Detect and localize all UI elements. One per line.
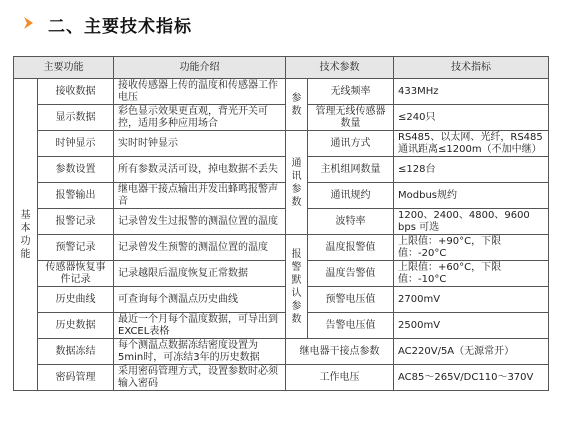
function-desc: 接收传感器上传的温度和传感器工作电压 bbox=[114, 79, 286, 105]
function-name: 报警输出 bbox=[38, 183, 114, 209]
spec-value: ≤240只 bbox=[394, 105, 549, 131]
spec-param: 温度告警值 bbox=[308, 261, 394, 287]
function-desc: 记录曾发生过报警的测温位置的温度 bbox=[114, 209, 286, 235]
function-desc: 记录曾发生预警的测温位置的温度 bbox=[114, 235, 286, 261]
spec-param: 主机组网数量 bbox=[308, 157, 394, 183]
function-name: 报警记录 bbox=[38, 209, 114, 235]
function-desc: 所有参数灵活可设，掉电数据不丢失 bbox=[114, 157, 286, 183]
table-row bbox=[14, 365, 549, 391]
function-name: 接收数据 bbox=[38, 79, 114, 105]
function-desc: 采用密码管理方式，设置参数时必须输入密码 bbox=[114, 365, 286, 391]
page-title: 二、主要技术指标 bbox=[48, 17, 192, 37]
section-title-bar bbox=[0, 0, 561, 46]
spec-param: 无线频率 bbox=[308, 79, 394, 105]
group-label-alarm: 报警默认参数 bbox=[286, 235, 308, 339]
table-row bbox=[14, 261, 549, 287]
function-name: 密码管理 bbox=[38, 365, 114, 391]
function-name: 预警记录 bbox=[38, 235, 114, 261]
group-label-comm: 通讯参数 bbox=[286, 131, 308, 235]
chevron-right-icon bbox=[21, 15, 37, 31]
spec-value: 1200、2400、4800、9600 bps 可选 bbox=[394, 209, 549, 235]
table-row bbox=[14, 105, 549, 131]
table-row bbox=[14, 157, 549, 183]
spec-value: 2700mV bbox=[394, 287, 549, 313]
spec-param: 温度报警值 bbox=[308, 235, 394, 261]
function-name: 显示数据 bbox=[38, 105, 114, 131]
spec-table bbox=[13, 56, 549, 391]
table-row bbox=[14, 313, 549, 339]
table-row bbox=[14, 339, 549, 365]
spec-value: 上限值：+60°C，下限值：-10°C bbox=[394, 261, 549, 287]
table-row bbox=[14, 79, 549, 105]
table-row bbox=[14, 209, 549, 235]
spec-value: RS485、以太网、光纤，RS485通讯距离≤1200m（不加中继） bbox=[394, 131, 549, 157]
spec-param: 预警电压值 bbox=[308, 287, 394, 313]
function-name: 时钟显示 bbox=[38, 131, 114, 157]
function-name: 数据冻结 bbox=[38, 339, 114, 365]
header-function-intro: 功能介绍 bbox=[114, 57, 286, 79]
table-header-row bbox=[14, 57, 549, 79]
function-desc: 最近一个月每个温度数据，可导出到EXCEL表格 bbox=[114, 313, 286, 339]
function-name: 历史数据 bbox=[38, 313, 114, 339]
group-label-params: 参数 bbox=[286, 79, 308, 131]
table-row bbox=[14, 131, 549, 157]
spec-param: 告警电压值 bbox=[308, 313, 394, 339]
function-desc: 彩色显示效果更直观，背光开关可控，适用多种应用场合 bbox=[114, 105, 286, 131]
spec-value: 上限值：+90°C，下限值：-20°C bbox=[394, 235, 549, 261]
spec-param: 工作电压 bbox=[286, 365, 394, 391]
header-main-function: 主要功能 bbox=[14, 57, 114, 79]
header-tech-index: 技术指标 bbox=[394, 57, 549, 79]
function-desc: 记录越限后温度恢复正常数据 bbox=[114, 261, 286, 287]
function-name: 历史曲线 bbox=[38, 287, 114, 313]
table-row bbox=[14, 287, 549, 313]
function-desc: 每个测温点数据冻结密度设置为5min时，可冻结3年的历史数据 bbox=[114, 339, 286, 365]
header-tech-param: 技术参数 bbox=[286, 57, 394, 79]
spec-param: 继电器干接点参数 bbox=[286, 339, 394, 365]
table-row bbox=[14, 235, 549, 261]
function-desc: 可查询每个测温点历史曲线 bbox=[114, 287, 286, 313]
spec-value: 433MHz bbox=[394, 79, 549, 105]
function-desc: 实时时钟显示 bbox=[114, 131, 286, 157]
spec-value: 2500mV bbox=[394, 313, 549, 339]
spec-param: 通讯方式 bbox=[308, 131, 394, 157]
table-row bbox=[14, 183, 549, 209]
function-name: 参数设置 bbox=[38, 157, 114, 183]
spec-value: AC85～265V/DC110～370V bbox=[394, 365, 549, 391]
function-desc: 继电器干接点输出并发出蜂鸣报警声音 bbox=[114, 183, 286, 209]
spec-value: AC220V/5A（无源常开） bbox=[394, 339, 549, 365]
spec-param: 通讯规约 bbox=[308, 183, 394, 209]
group-label-basic-functions: 基本功能 bbox=[14, 79, 38, 391]
spec-value: Modbus规约 bbox=[394, 183, 549, 209]
spec-param: 波特率 bbox=[308, 209, 394, 235]
function-name: 传感器恢复事件记录 bbox=[38, 261, 114, 287]
spec-param: 管理无线传感器数量 bbox=[308, 105, 394, 131]
spec-value: ≤128台 bbox=[394, 157, 549, 183]
